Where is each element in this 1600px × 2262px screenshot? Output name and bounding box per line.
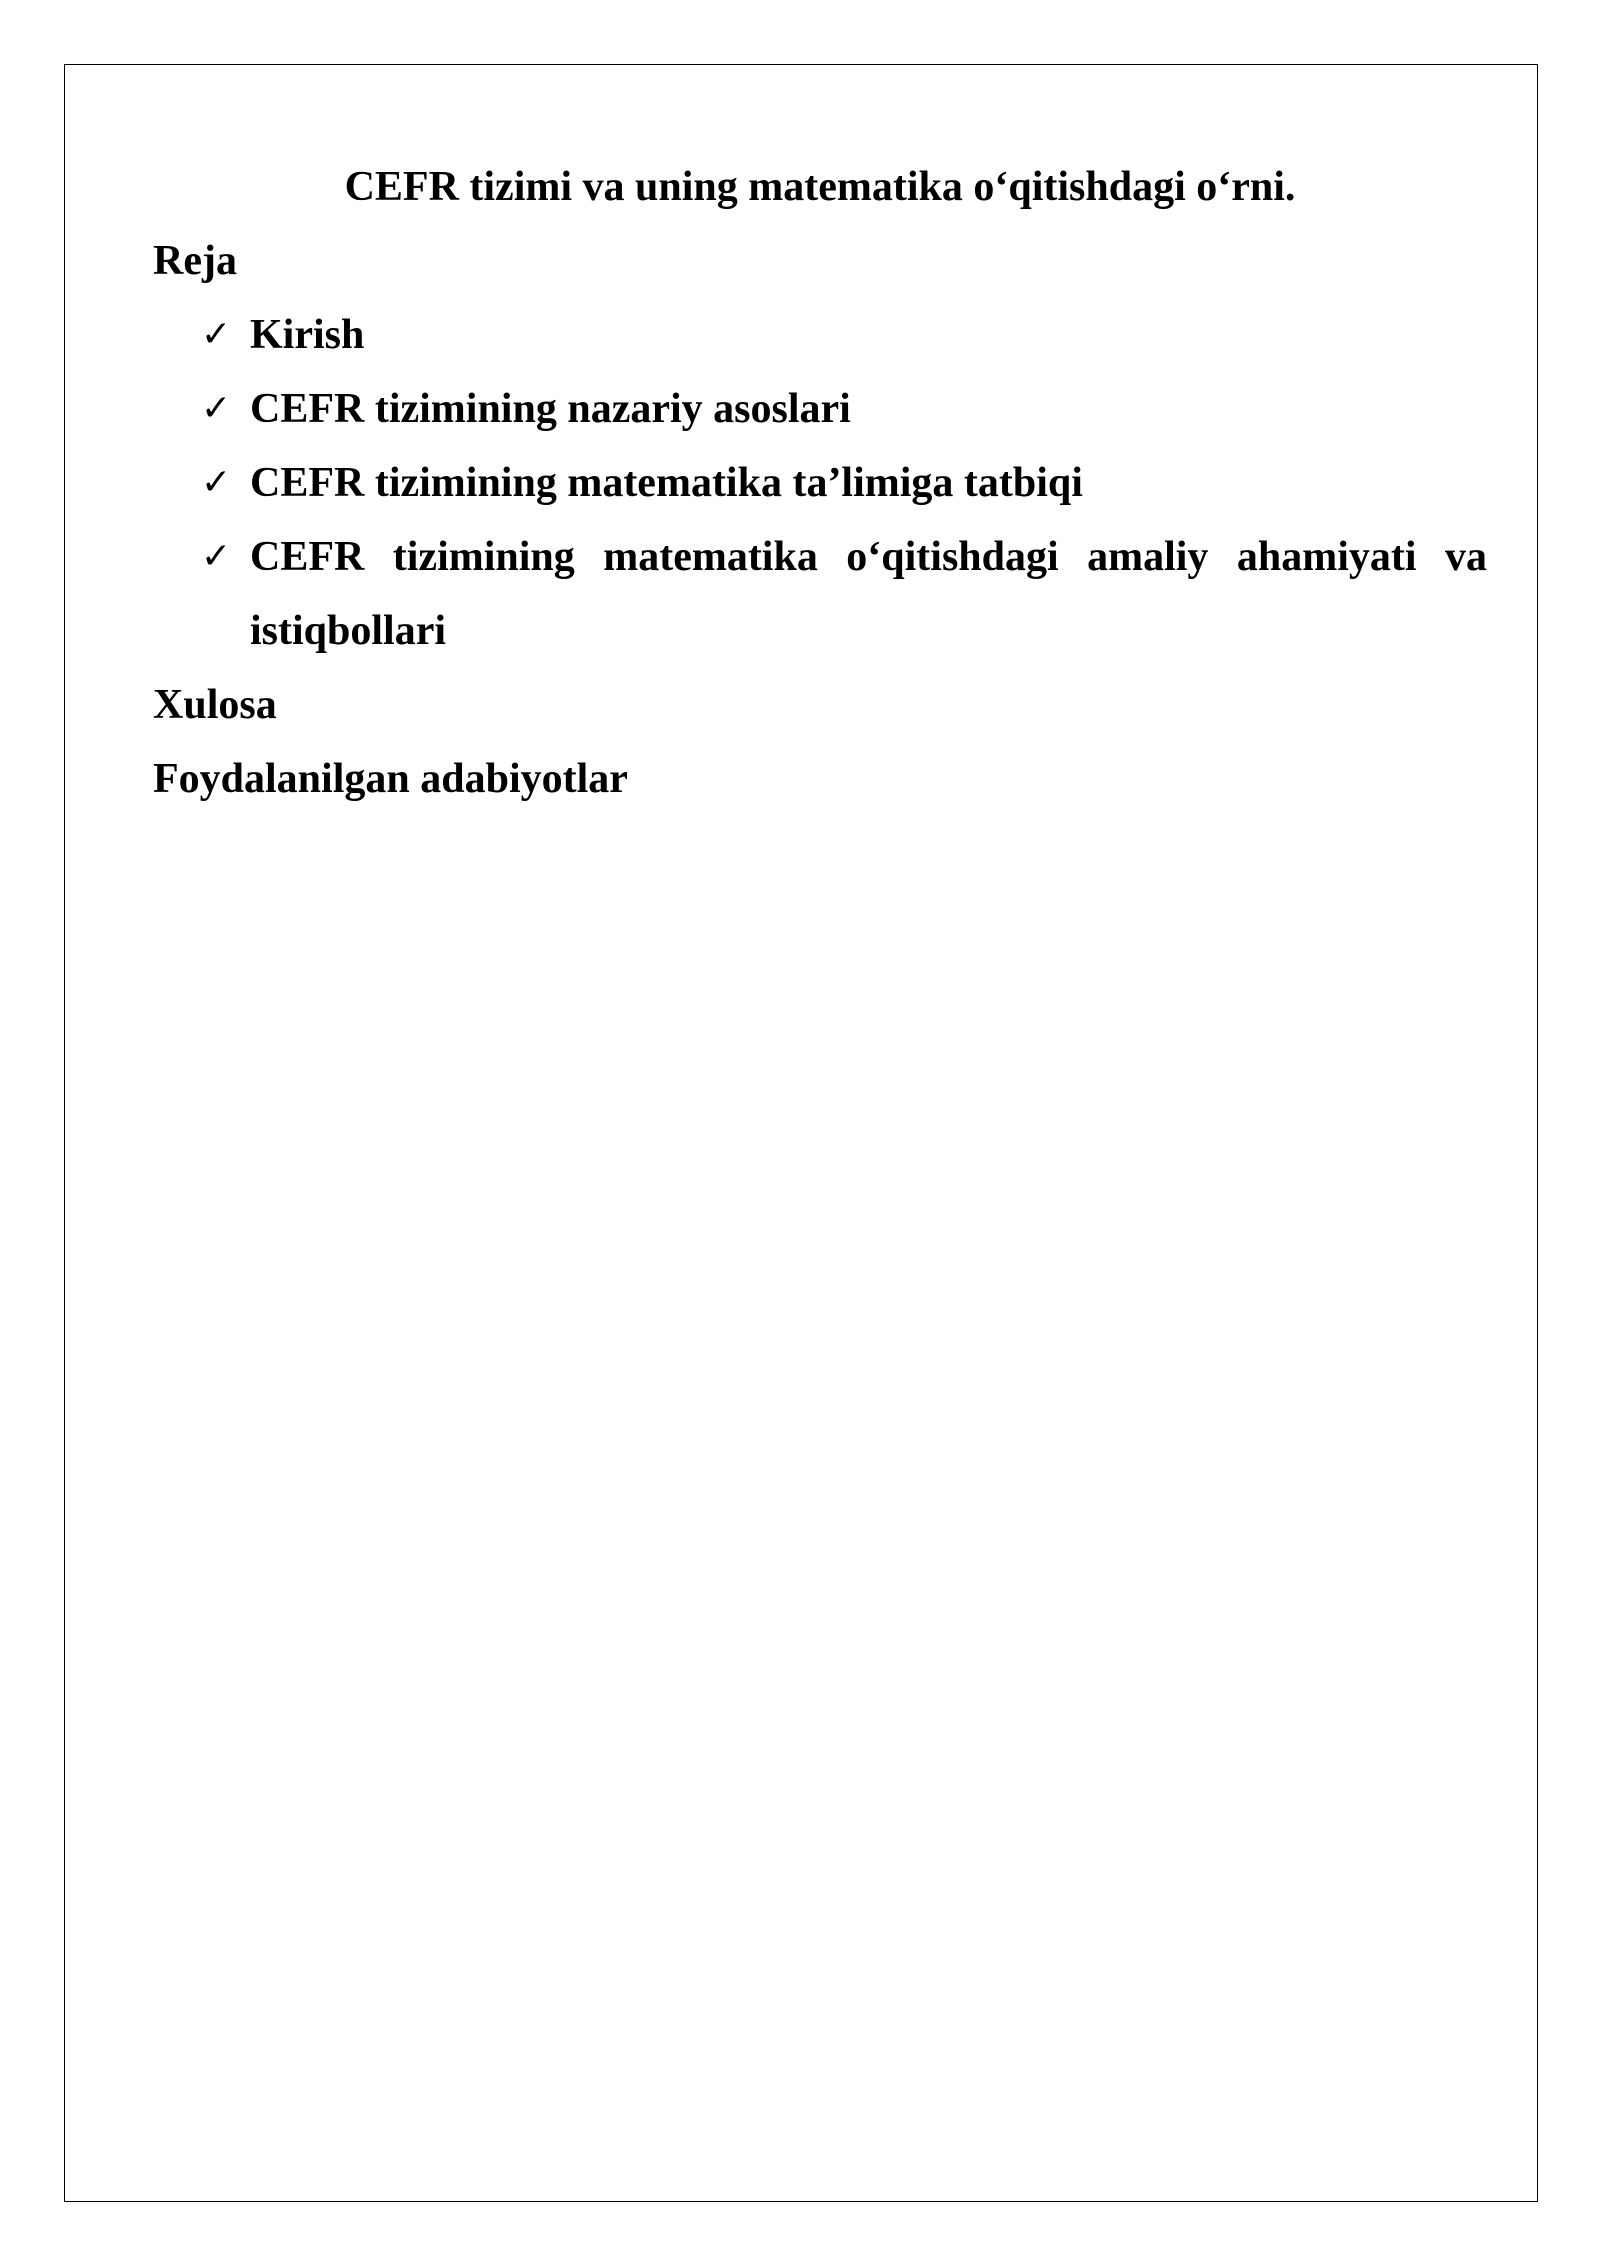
plan-item-theory — [153, 372, 1487, 446]
document-body — [153, 150, 1487, 816]
conclusion-heading: Xulosa — [153, 682, 277, 728]
plan-item-significance — [153, 520, 1487, 668]
plan-list — [153, 298, 1487, 668]
plan-item-label: CEFR tizimining nazariy asoslari — [250, 386, 851, 432]
plan-heading: Reja — [153, 238, 237, 284]
check-icon: ✓ — [201, 388, 232, 429]
check-icon: ✓ — [201, 536, 232, 577]
plan-item-application — [153, 446, 1487, 520]
references-heading: Foydalanilgan adabiyotlar — [153, 756, 628, 802]
check-icon: ✓ — [201, 462, 232, 503]
plan-item-label: Kirish — [250, 312, 365, 358]
plan-item-label: CEFR tizimining matematika o‘qitishdagi amaliy ahamiyati va istiqbollari — [250, 534, 1487, 654]
check-icon: ✓ — [201, 314, 232, 355]
plan-item-label: CEFR tizimining matematika ta’limiga tatbiqi — [250, 460, 1083, 506]
document-title: CEFR tizimi va uning matematika o‘qitishdagi o‘rni. — [344, 164, 1296, 210]
plan-item-introduction — [153, 298, 1487, 372]
